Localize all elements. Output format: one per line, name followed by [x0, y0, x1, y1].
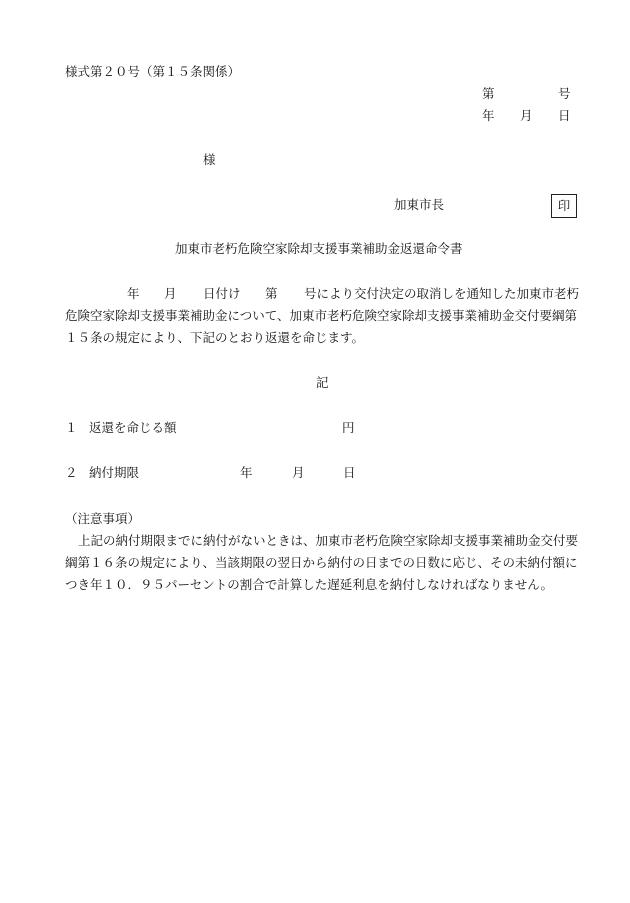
notes-line1: 上記の納付期限までに納付がないときは、加東市老朽危険空家除却支援事業補助金交付要	[78, 533, 579, 548]
body-line1-rest: 号により交付決定の取消しを通知した加東市老朽	[304, 286, 580, 301]
notes-heading: （注意事項）	[65, 511, 141, 526]
body-dated: 日付け	[203, 286, 241, 301]
date-year: 年	[482, 108, 495, 123]
body-month: 月	[164, 286, 177, 301]
notes-line2: 綱第１６条の規定により、当該期限の翌日から納付の日までの日数に応じ、その未納付額に	[65, 555, 578, 570]
item-2-number: ２	[65, 465, 78, 480]
notes-line3: つき年１０．９５パーセントの割合で計算した遅延利息を納付しなければなりません。	[65, 577, 554, 592]
body-line3: １５条の規定により、下記のとおり返還を命じます。	[65, 330, 365, 345]
date-day: 日	[558, 108, 571, 123]
form-number: 様式第２０号（第１５条関係）	[65, 64, 241, 79]
item-2-month: 月	[292, 465, 305, 480]
item-2-day: 日	[343, 465, 356, 480]
seal-text: 印	[557, 197, 571, 213]
item-2-label: 納付期限	[89, 465, 140, 480]
document-title: 加東市老朽危険空家除却支援事業補助金返還命令書	[175, 241, 463, 256]
body-line2: 危険空家除却支援事業補助金について、加東市老朽危険空家除却支援事業補助金交付要綱第	[65, 308, 578, 323]
body-no-prefix: 第	[265, 286, 278, 301]
body-year: 年	[127, 286, 140, 301]
seal-box	[551, 194, 577, 218]
date-month: 月	[520, 108, 533, 123]
item-1-unit: 円	[342, 420, 355, 435]
item-1-number: １	[65, 420, 78, 435]
issuer-name: 加東市長	[394, 197, 445, 212]
addressee-honorific: 様	[203, 152, 216, 167]
ki-heading: 記	[316, 375, 329, 390]
doc-number-prefix: 第	[482, 86, 495, 101]
item-2-year: 年	[240, 465, 253, 480]
item-1-label: 返還を命じる額	[89, 420, 177, 435]
doc-number-suffix: 号	[558, 86, 571, 101]
